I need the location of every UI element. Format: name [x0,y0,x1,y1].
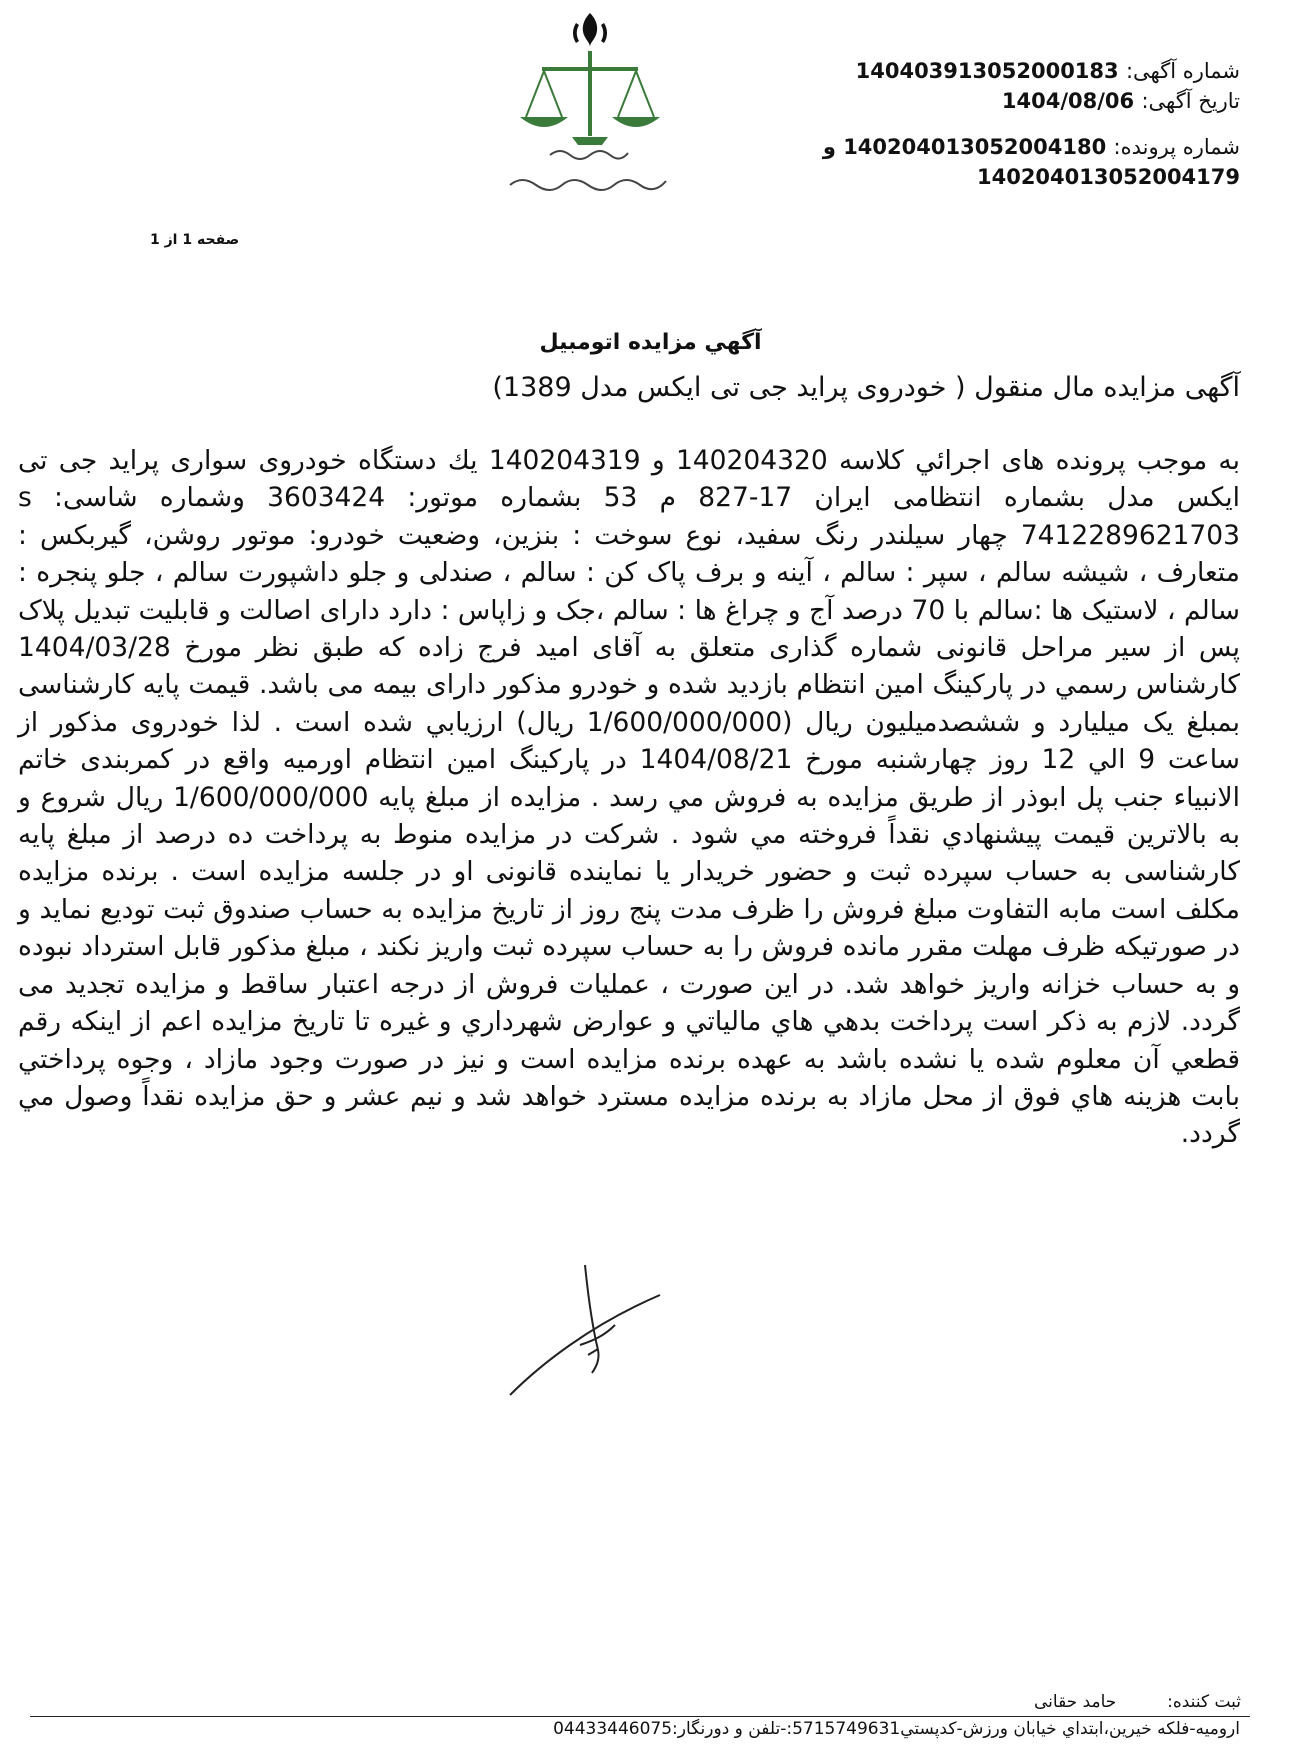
notice-date-label: تاریخ آگهی: [1141,89,1240,113]
notice-title: آگهي مزايده اتومبيل [539,330,762,355]
notice-meta [820,56,1240,192]
case-number-2: 140204013052004179 [976,165,1240,189]
signature [500,1255,670,1409]
footer-address: ارومیه-فلکه خیرین،ابتداي خيابان ورزش-کدپستي5715749631:-تلفن و دورنگار:04433446075 [553,1719,1240,1739]
registrar-name: حامد حقانی [1034,1692,1117,1712]
scales-of-justice-icon [480,5,700,205]
notice-number-label: شماره آگهی: [1125,59,1240,83]
page-indicator: صفحه 1 از 1 [150,232,240,248]
notice-subtitle: آگهی مزایده مال منقول ( خودروی پراید جی تی ایکس مدل 1389) [492,372,1240,403]
notice-number-row [820,56,1240,86]
notice-number: 14040391305200018​3 [855,59,1119,83]
registrar-label: ثبت کننده: [1167,1692,1241,1712]
footer-divider [30,1716,1250,1717]
notice-date: 1404/08/06 [1001,89,1135,113]
case-number-row [820,132,1240,162]
signature-icon [500,1255,670,1405]
case-number-label: شماره پرونده: [1113,135,1240,159]
notice-date-row [820,86,1240,116]
case-number-1: 140204013052004180 و [822,135,1107,159]
registrar [1034,1692,1241,1712]
notice-body-text: به موجب پرونده های اجرائي كلاسه 140204320 و 140204319 يك دستگاه خودروی سواری پراید جی تی ایکس مدل بشماره انتظامی ایران 17-827 م 53 بشماره موتور: 3603424 وشماره شاسی: s 7412289621703 چهار سیلندر رنگ سفید، نوع سوخت : بنزین، وضعیت خودرو: موتور روشن، گیربکس : متعارف ، شیشه سالم ، سپر : سالم ، آینه و برف پاک کن : سالم ، صندلی و جلو داشپورت سالم ، جلو پنجره : سالم ، لاستیک ها :سالم با 70 درصد آج و چراغ ها : سالم ،جک و زاپاس : دارد دارای اصالت و قابلیت تبدیل پلاک پس از سیر مراحل قانونی شماره گذاری متعلق به آقای امید فرج زاده که طبق نظر مورخ 1404/03/28 کارشناس رسمي در پارکینگ امین انتظام بازدید شده و خودرو مذکور دارای بیمه می باشد. قیمت پایه کارشناسی بمبلغ یک میلیارد و ششصدمیلیون ریال (1/600/000/000 ریال) ارزيابي شده است . لذا خودروی مذکور از ساعت 9 الي 12 روز چهارشنبه مورخ 1404/08/21 در پارکینگ امین انتظام اورمیه واقع در کمربندی خاتم الانبیاء جنب پل ابوذر از طريق مزايده به فروش مي رسد . مزايده از مبلغ پايه 1/600/000/000 ريال شروع و به بالاترين قيمت پيشنهادي نقداً فروخته مي شود . شركت در مزايده منوط به پرداخت ده درصد از مبلغ پایه کارشناسی به حساب سپرده ثبت و حضور خريدار يا نماينده قانونی او در جلسه مزایده است . برنده مزایده مکلف است مابه التفاوت مبلغ فروش را ظرف مدت پنج روز از تاریخ مزایده به حساب صندوق ثبت تودیع نماید و در صورتیکه ظرف مهلت مقرر مانده فروش را به حساب سپرده ثبت واریز نکند ، مبلغ مذکور قابل استرداد نبوده و به حساب خزانه واریز خواهد شد. در این صورت ، عملیات فروش از درجه اعتبار ساقط و مزایده تجدید می گردد. لازم به ذکر است پرداخت بدهي هاي مالياتي و عوارض شهرداري و غيره تا تاريخ مزايده اعم از اينكه رقم قطعي آن معلوم شده يا نشده باشد به عهده برنده مزايده است و نيز در صورت وجود مازاد ، وجوه پرداختي بابت هزينه هاي فوق از محل مازاد به برنده مزايده مسترد خواهد شد و نيم عشر و حق مزايده نقداً وصول مي گردد. [18,445,1241,1150]
judiciary-emblem [480,5,700,205]
notice-body [18,442,1240,1153]
